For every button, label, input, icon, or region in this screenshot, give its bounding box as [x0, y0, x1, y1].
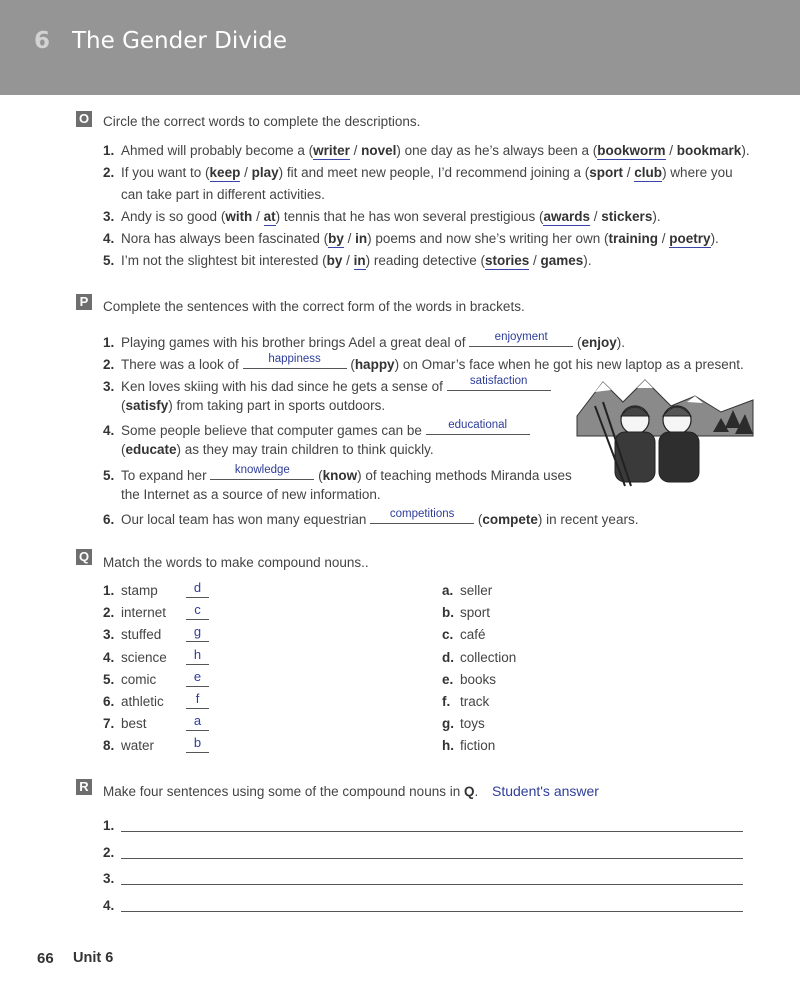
match-left-item: 6. athletic: [103, 694, 164, 709]
circled-word: at: [263, 209, 276, 224]
writing-line-row: 1.: [103, 818, 115, 833]
match-left-item: 7. best: [103, 716, 147, 731]
writing-line[interactable]: [121, 884, 743, 885]
circled-word: in: [353, 253, 366, 268]
circled-word: by: [328, 231, 344, 246]
handwritten-answer: satisfaction: [469, 375, 528, 387]
handwritten-answer: knowledge: [234, 464, 290, 476]
writing-line-row: 4.: [103, 898, 115, 913]
section-o-item-4: 4. Nora has always been fascinated (by / in) poems and now she’s writing her own (training / poetry).: [103, 231, 719, 246]
match-right-item: d. collection: [442, 650, 517, 665]
answer-blank[interactable]: [469, 332, 573, 347]
match-right-item: h. fiction: [442, 738, 496, 753]
section-label-r: R: [76, 779, 92, 795]
student-answer-note: Student's answer: [492, 783, 599, 799]
match-answer-blank[interactable]: c: [186, 604, 209, 620]
match-right-item: c. café: [442, 627, 486, 642]
match-left-item: 3. stuffed: [103, 627, 162, 642]
match-right-item: a. seller: [442, 583, 493, 598]
circled-word: writer: [313, 143, 350, 158]
answer-blank[interactable]: [426, 420, 530, 435]
match-answer-blank[interactable]: g: [186, 626, 209, 642]
section-o-item-5: 5. I’m not the slightest bit interested (by / in) reading detective (stories / games).: [103, 253, 592, 268]
handwritten-answer: educational: [448, 419, 508, 431]
handwritten-answer: enjoyment: [494, 331, 548, 343]
section-o-item-2: 2. If you want to (keep / play) fit and meet new people, I’d recommend joining a (sport / club) where you: [103, 165, 733, 180]
section-r-instruction: Make four sentences using some of the compound nouns in Q.: [103, 784, 479, 799]
section-p-item-5-cont: the Internet as a source of new information.: [121, 487, 381, 502]
section-label-q: Q: [76, 549, 92, 565]
section-p-item-3-cont: (satisfy) from taking part in sports outdoors.: [121, 398, 386, 413]
section-o-item-1: 1. Ahmed will probably become a (writer / novel) one day as he’s always been a (bookworm / bookmark).: [103, 143, 750, 158]
match-right-item: g. toys: [442, 716, 485, 731]
writing-line-row: 2.: [103, 845, 115, 860]
circled-word: stories: [484, 253, 530, 268]
section-p-item-1: 1. Playing games with his brother brings Adel a great deal of enjoyment (enjoy).: [103, 331, 625, 350]
section-label-p: P: [76, 294, 92, 310]
page-number: 66: [37, 950, 54, 967]
footer-unit-label: Unit 6: [73, 950, 114, 966]
match-right-item: e. books: [442, 672, 497, 687]
writing-line[interactable]: [121, 858, 743, 859]
section-o-item-3: 3. Andy is so good (with / at) tennis that he has won several prestigious (awards / stickers).: [103, 209, 661, 224]
writing-line[interactable]: [121, 911, 743, 912]
unit-number: 6: [34, 28, 51, 54]
circled-word: keep: [209, 165, 241, 180]
skiing-kids-illustration: [575, 376, 755, 494]
section-p-instruction: Complete the sentences with the correct form of the words in brackets.: [103, 299, 525, 314]
section-p-item-4-cont: (educate) as they may train children to think quickly.: [121, 442, 434, 457]
section-p-item-4: 4. Some people believe that computer games can be educational: [103, 420, 530, 438]
answer-blank[interactable]: [447, 376, 551, 391]
handwritten-answer: happiness: [268, 353, 321, 365]
circled-word: club: [634, 165, 663, 180]
section-p-item-6: 6. Our local team has won many equestrian competitions (compete) in recent years.: [103, 508, 639, 527]
section-p-item-3: 3. Ken loves skiing with his dad since he gets a sense of satisfaction: [103, 376, 551, 394]
handwritten-answer: competitions: [389, 508, 455, 520]
match-left-item: 2. internet: [103, 605, 167, 620]
section-q-instruction: Match the words to make compound nouns..: [103, 555, 369, 570]
circled-word: bookworm: [597, 143, 666, 158]
match-answer-blank[interactable]: a: [186, 715, 209, 731]
section-p-item-2: 2. There was a look of happiness (happy) on Omar’s face when he got his new laptop as a present.: [103, 353, 744, 372]
writing-line[interactable]: [121, 831, 743, 832]
page-header: [0, 0, 800, 95]
match-left-item: 1. stamp: [103, 583, 158, 598]
section-p-item-5: 5. To expand her knowledge (know) of teaching methods Miranda uses: [103, 464, 572, 483]
match-right-item: b. sport: [442, 605, 491, 620]
circled-word: awards: [543, 209, 591, 224]
answer-blank[interactable]: [243, 354, 347, 369]
match-answer-blank[interactable]: e: [186, 671, 209, 687]
answer-blank[interactable]: [210, 465, 314, 480]
writing-line-row: 3.: [103, 871, 115, 886]
section-label-o: O: [76, 111, 92, 127]
circled-word: poetry: [669, 231, 711, 246]
match-answer-blank[interactable]: b: [186, 737, 209, 753]
answer-blank[interactable]: [370, 509, 474, 524]
match-left-item: 5. comic: [103, 672, 157, 687]
section-o-item-2-cont: can take part in different activities.: [121, 187, 325, 202]
match-answer-blank[interactable]: h: [186, 649, 209, 665]
section-o-instruction: Circle the correct words to complete the descriptions.: [103, 114, 421, 129]
match-answer-blank[interactable]: d: [186, 582, 209, 598]
match-answer-blank[interactable]: f: [186, 693, 209, 709]
match-left-item: 4. science: [103, 650, 167, 665]
match-right-item: f. track: [442, 694, 490, 709]
match-left-item: 8. water: [103, 738, 155, 753]
page-title: The Gender Divide: [72, 28, 288, 54]
